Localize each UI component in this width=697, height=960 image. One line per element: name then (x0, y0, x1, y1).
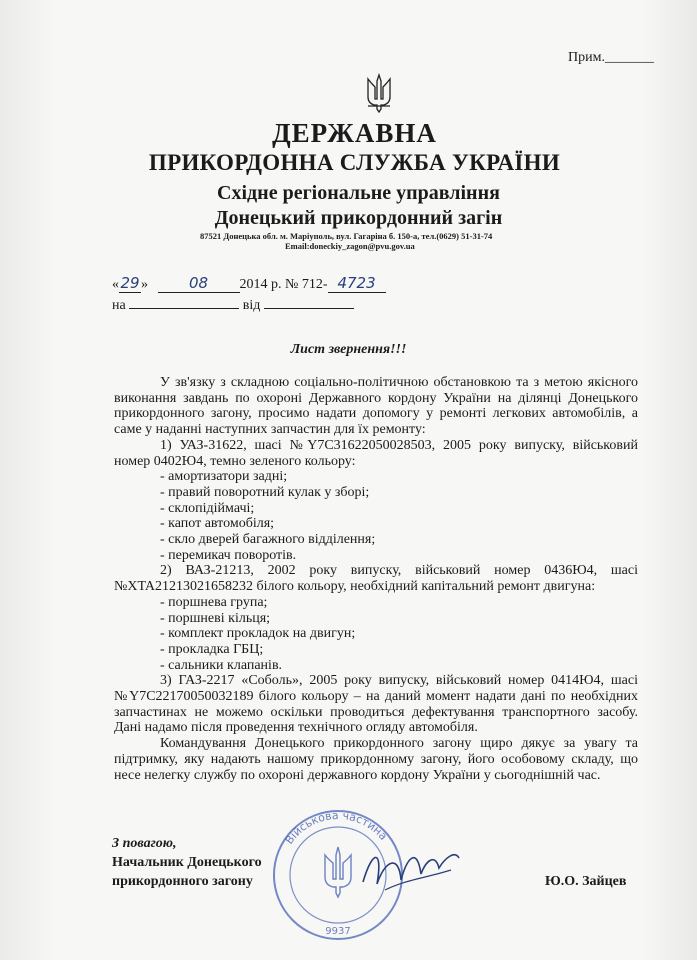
list-item: - склопідіймачі; (160, 500, 255, 516)
ref-number: 4723 (328, 274, 386, 293)
list-item: - прокладка ГБЦ; (160, 641, 264, 657)
vid-blank (264, 294, 354, 309)
org-service-name: ПРИКОРДОННА СЛУЖБА УКРАЇНИ (148, 150, 561, 175)
signer-position-line1: Начальник Донецького (112, 855, 262, 870)
reference-line (112, 274, 386, 293)
prim-field: Прим._______ (568, 50, 654, 65)
detachment-name: Донецький прикордонний загін (214, 207, 503, 229)
letter-title: Лист звернення!!! (290, 342, 407, 357)
na-blank (129, 294, 239, 309)
regional-department: Східне регіональне управління (217, 182, 500, 204)
vehicle-2-paragraph: 2) ВАЗ-21213, 2002 року випуску, військовий номер 0436Ю4, шасі №XTA21213021658232 білого кольору, необхідний капітальний ремонт двигуна: (114, 563, 638, 595)
vehicle-1-paragraph: 1) УАЗ-31622, шасі №Y7C31622050028503, 2005 року випуску, військовий номер 0402Ю4, темно зеленого кольору: (114, 437, 638, 469)
list-item: - скло дверей багажного відділення; (160, 532, 376, 548)
signer-name: Ю.О. Зайцев (545, 874, 627, 889)
na-label: на (112, 298, 126, 313)
closing-paragraph: Командування Донецького прикордонного загону щиро дякує за увагу та підтримку, яку надають нашому прикордонному загону, його особовому складу, що несе нелегку службу по охороні державного кордону України у сьогоднішній час. (114, 736, 638, 783)
na-line (112, 294, 354, 314)
email-line: Email:doneckiy_zagon@pvu.gov.ua (285, 241, 415, 251)
mid-quote: » (141, 277, 148, 292)
address-line: 87521 Донецька обл. м. Маріуполь, вул. Гагаріна б. 150-а, тел.(0629) 51-31-74 (200, 231, 493, 241)
list-item: - амортизатори задні; (160, 469, 288, 485)
regards-line: З повагою, (112, 836, 177, 851)
signer-position-line2: прикордонного загону (112, 874, 253, 889)
org-title: ДЕРЖАВНА (272, 118, 437, 148)
ref-month: 08 (158, 274, 240, 293)
vehicle-3-paragraph: 3) ГАЗ-2217 «Соболь», 2005 року випуску, військовий номер 0414Ю4, шасі №Y7C22170050032189 білого кольору – на даний момент надати дані по необхідних запчастинах не можемо оскільки проводиться дефектування транспортного засобу. Дані надамо після проведення технічного огляду автомобіля. (114, 673, 638, 736)
open-quote: « (112, 277, 119, 292)
trident-icon (364, 73, 394, 113)
list-item: - поршнева група; (160, 594, 268, 610)
stamp-number: 9937 (325, 926, 351, 937)
intro-paragraph: У зв'язку з складною соціально-політичною обстановкою та з метою якісного виконання завдань по охороні Державного кордону України на ділянці Донецького прикордонного загону, просимо надати допомогу у ремонті легкових автомобілів, а саме у наданні наступних запчастин для їх ремонту: (114, 375, 638, 438)
stamp-text: Військова частина (282, 808, 390, 847)
letter-body (114, 375, 638, 783)
list-item: - правий поворотний кулак у зборі; (160, 484, 370, 500)
list-item: - капот автомобіля; (160, 516, 275, 532)
list-item: - комплект прокладок на двигун; (160, 626, 356, 642)
list-item: - сальники клапанів. (160, 657, 283, 673)
vid-label: від (242, 298, 261, 313)
ref-day: 29 (120, 274, 140, 292)
list-item: - перемикач поворотів. (160, 547, 297, 563)
handwritten-signature (355, 840, 465, 900)
ref-year: 2014 р. № 712- (239, 277, 328, 292)
list-item: - поршневі кільця; (160, 610, 271, 626)
